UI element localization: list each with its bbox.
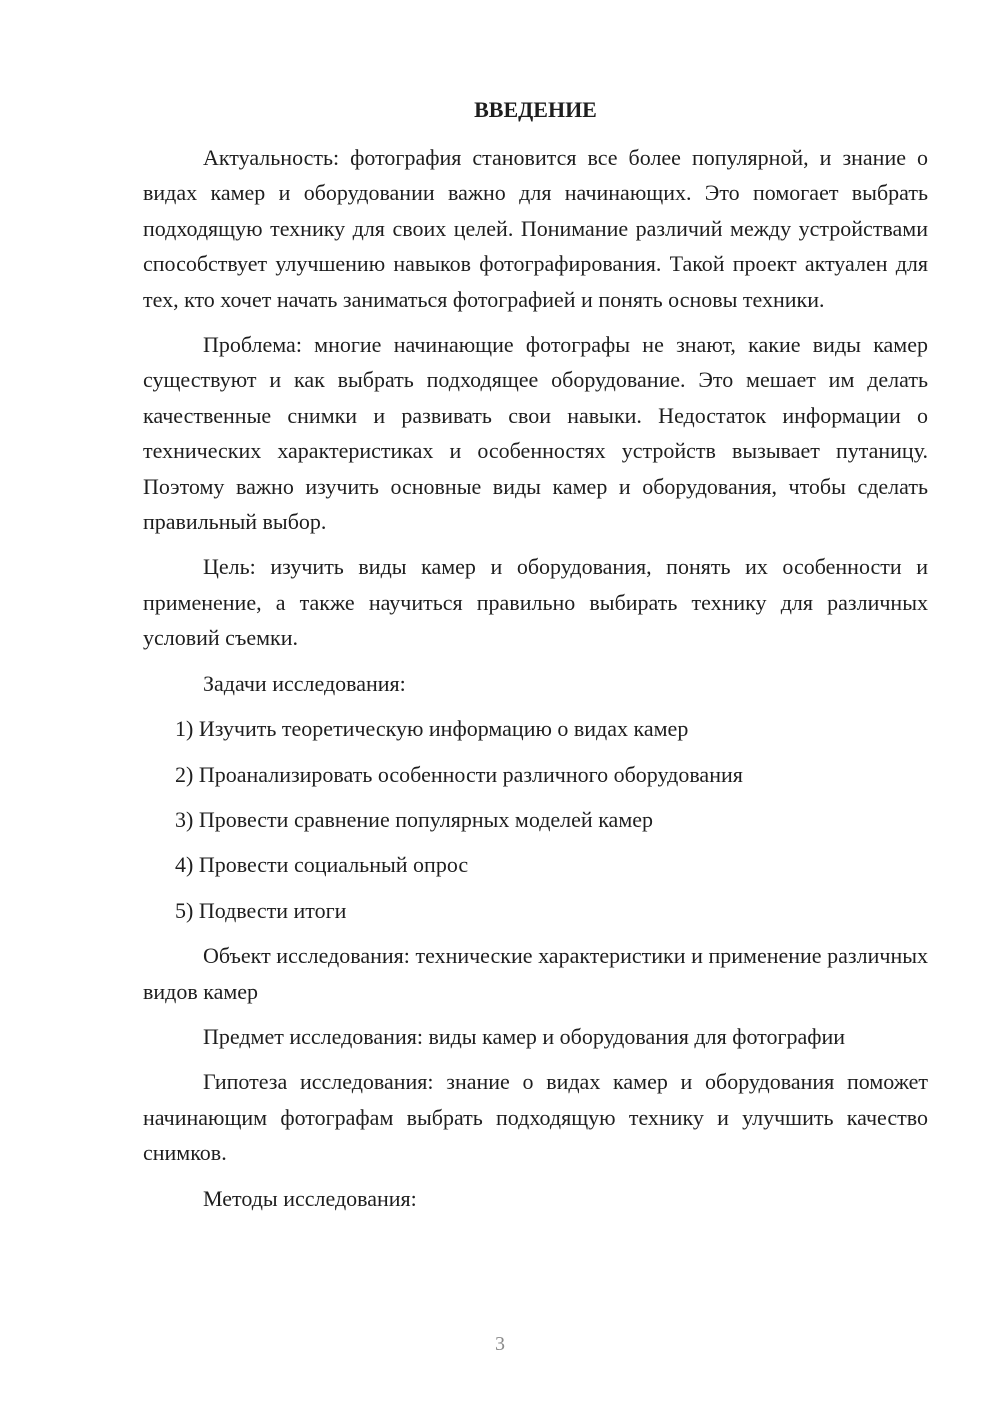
list-item: 3) Провести сравнение популярных моделей камер [175, 806, 654, 832]
list-item: 4) Провести социальный опрос [175, 852, 469, 878]
document-page [143, 88, 928, 1226]
goal-paragraph: Цель: изучить виды камер и оборудования, понять их особенности и применение, а также научиться правильно выбирать технику для различных условий съемки. [143, 554, 928, 651]
list-item: 1) Изучить теоретическую информацию о видах камер [175, 716, 689, 742]
problem-paragraph: Проблема: многие начинающие фотографы не знают, какие виды камер существуют и как выбрать подходящее оборудование. Это мешает им делать качественные снимки и развивать свои навыки. Недостаток информации о технических характеристиках и особенностях устройств вызывает путаницу. Поэтому важно изучить основные виды камер и оборудования, чтобы сделать правильный выбор. [143, 332, 928, 535]
tasks-heading: Задачи исследования: [203, 670, 406, 696]
page-title: ВВЕДЕНИЕ [474, 97, 597, 122]
hypothesis-paragraph: Гипотеза исследования: знание о видах камер и оборудования поможет начинающим фотографам выбрать подходящую технику и улучшить качество снимков. [143, 1069, 928, 1166]
list-item: 2) Проанализировать особенности различного оборудования [175, 761, 743, 787]
list-item: 5) Подвести итоги [175, 897, 347, 923]
subject-paragraph: Предмет исследования: виды камер и оборудования для фотографии [203, 1023, 846, 1049]
page-number: 3 [495, 1333, 505, 1355]
methods-heading: Методы исследования: [203, 1185, 417, 1211]
object-paragraph: Объект исследования: технические характеристики и применение различных видов камер [143, 943, 928, 1004]
relevance-paragraph: Актуальность: фотография становится все более популярной, и знание о видах камер и оборудовании важно для начинающих. Это помогает выбрать подходящую технику для своих целей. Понимание различий между устройствами способствует улучшению навыков фотографирования. Такой проект актуален для тех, кто хочет начать заниматься фотографией и понять основы техники. [143, 145, 928, 312]
tasks-list [143, 711, 928, 928]
